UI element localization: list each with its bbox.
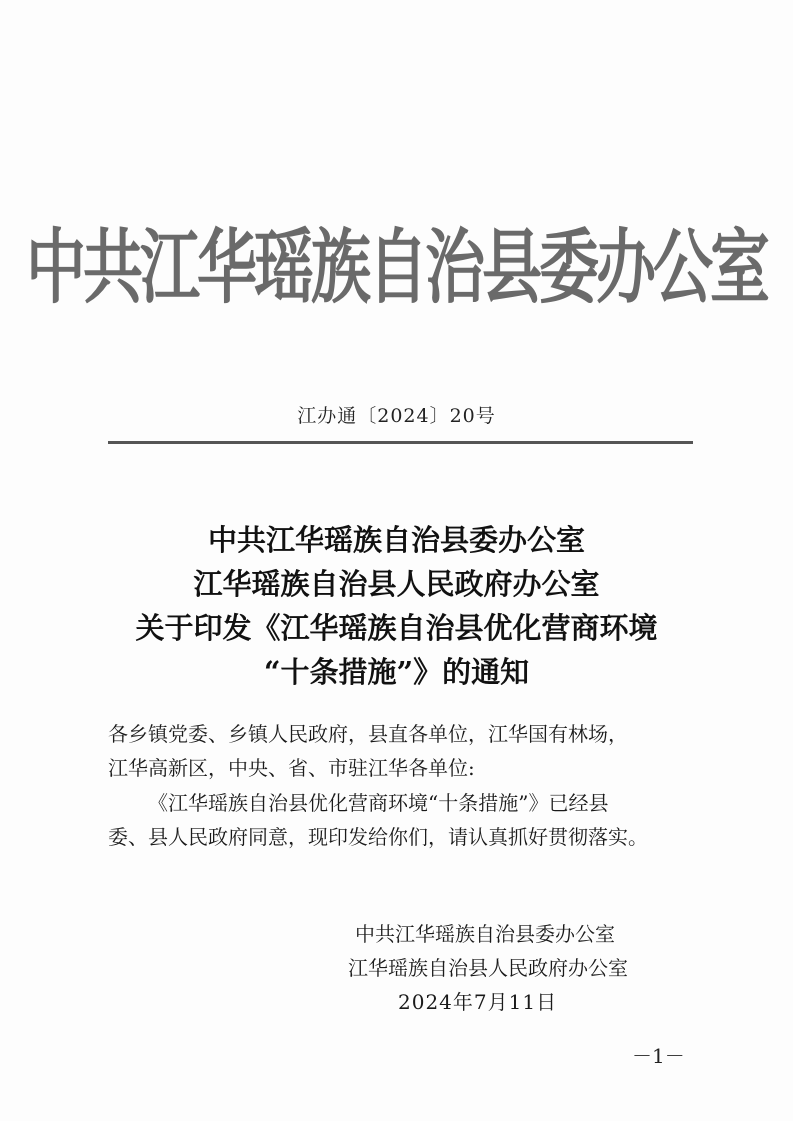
signature-org-2: 江华瑶族自治县人民政府办公室	[348, 956, 628, 980]
addressees	[108, 717, 708, 785]
page-number: －1－	[632, 1044, 685, 1068]
header-divider	[108, 441, 693, 444]
title-line-1: 中共江华瑶族自治县委办公室	[207, 523, 585, 557]
paragraph-line-2: 委、县人民政府同意，现印发给你们，请认真抓好贯彻落实。	[108, 825, 648, 849]
title-line-4: “十条措施”》的通知	[263, 655, 530, 689]
addressees-line-2: 江华高新区，中央、省、市驻江华各单位:	[108, 756, 475, 780]
addressees-line-1: 各乡镇党委、乡镇人民政府，县直各单位，江华国有林场，	[108, 722, 628, 746]
signature-date: 2024年7月11日	[398, 990, 558, 1014]
document-title	[0, 518, 793, 694]
body-paragraph	[108, 786, 708, 854]
signature-org-1: 中共江华瑶族自治县委办公室	[355, 922, 615, 946]
title-line-2: 江华瑶族自治县人民政府办公室	[193, 567, 600, 601]
document-number: 江办通〔2024〕20号	[297, 405, 496, 427]
paragraph-line-1: 《江华瑶族自治县优化营商环境“十条措施”》已经县	[148, 791, 609, 815]
signature-block	[0, 917, 793, 1019]
issuing-office-header: 中共江华瑶族自治县委办公室	[26, 221, 767, 316]
title-line-3: 关于印发《江华瑶族自治县优化营商环境	[135, 611, 658, 645]
